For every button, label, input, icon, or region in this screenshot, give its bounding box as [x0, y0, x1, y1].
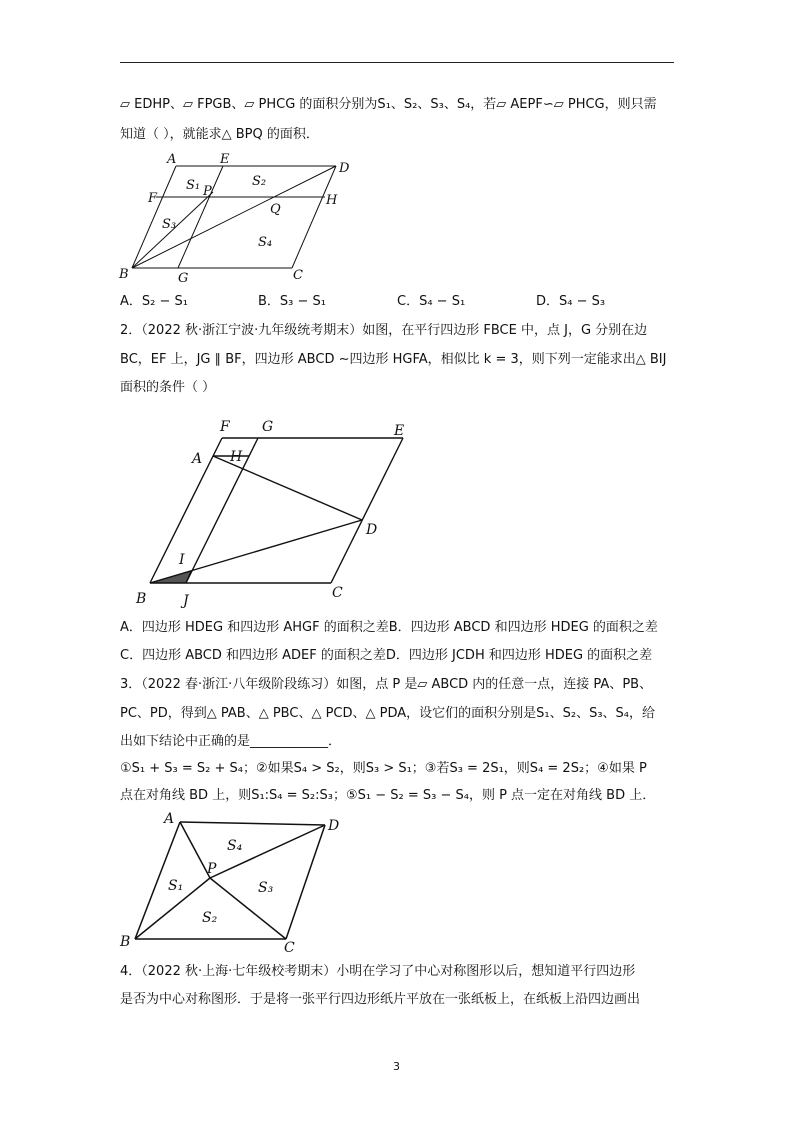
- label-A: A: [192, 451, 203, 467]
- region-S1: S₁: [168, 878, 184, 894]
- label-H: H: [230, 449, 243, 465]
- edge-FB: [150, 438, 222, 583]
- q3-figure: [110, 808, 360, 956]
- label-E: E: [394, 423, 405, 439]
- region-S2: S₂: [252, 174, 267, 189]
- q2-text-line-3: 面积的条件（ ）: [120, 380, 216, 395]
- segment-PA: [180, 822, 210, 878]
- q2-text-line-2: BC，EF 上，JG ∥ BF，四边形 ABCD ∼四边形 HGFA，相似比 k = 3，则下列一定能求出△ BIJ: [120, 352, 667, 367]
- label-D: D: [339, 161, 350, 176]
- label-B: B: [136, 591, 147, 607]
- label-D: D: [366, 522, 378, 538]
- q2-text-line-1: 2．（2022 秋·浙江宁波·九年级统考期末）如图，在平行四边形 FBCE 中，点 J，G 分别在边: [120, 323, 648, 338]
- q1-option-c: C．S₄ − S₁: [397, 294, 466, 309]
- edge-DC: [286, 825, 325, 939]
- label-B: B: [120, 934, 131, 950]
- label-F: F: [220, 419, 230, 435]
- segment-AD: [213, 456, 362, 520]
- segment-PC: [210, 878, 286, 939]
- edge-DC: [292, 166, 336, 268]
- label-P: P: [207, 861, 217, 877]
- q2-option-d: D．四边形 JCDH 和四边形 HDEG 的面积之差: [385, 648, 653, 663]
- q3-text-line-1: 3．（2022 春·浙江·八年级阶段练习）如图，点 P 是▱ ABCD 内的任意一点，连接 PA、PB、: [120, 677, 653, 692]
- page-number: 3: [393, 1060, 400, 1073]
- q2-options-ab: [120, 619, 680, 637]
- header-rule: [120, 62, 674, 63]
- q2-option-b: B．四边形 ABCD 和四边形 HDEG 的面积之差: [388, 620, 658, 635]
- label-P: P: [203, 184, 212, 199]
- region-S4: S₄: [258, 235, 273, 250]
- label-Q: Q: [270, 202, 281, 217]
- q4-text-line-2: 是否为中心对称图形．于是将一张平行四边形纸片平放在一张纸板上，在纸板上沿四边画出: [120, 992, 641, 1007]
- q1-text-line-2: 知道（ ），就能求△ BPQ 的面积．: [120, 127, 319, 142]
- q2-options-cd: [120, 647, 680, 665]
- region-S1: S₁: [186, 178, 201, 193]
- label-G: G: [178, 271, 189, 286]
- label-C: C: [332, 585, 343, 601]
- q4-text-line-1: 4．（2022 秋·上海·七年级校考期末）小明在学习了中心对称图形以后，想知道平行四边形: [120, 964, 636, 979]
- label-I: I: [179, 552, 185, 568]
- label-F: F: [148, 191, 158, 206]
- region-S3: S₃: [162, 217, 177, 232]
- q1-option-d: D．S₄ − S₃: [536, 294, 606, 309]
- label-C: C: [293, 268, 303, 283]
- label-A: A: [164, 811, 175, 827]
- q1-option-a: A．S₂ − S₁: [120, 294, 188, 309]
- edge-AD: [180, 822, 325, 825]
- label-D: D: [328, 818, 340, 834]
- q2-figure: [130, 414, 420, 612]
- label-B: B: [119, 267, 129, 282]
- q2-option-c: C．四边形 ABCD 和四边形 ADEF 的面积之差: [120, 648, 386, 663]
- edge-EC: [331, 438, 403, 583]
- q3-text-line-4: ①S₁ + S₃ = S₂ + S₄；②如果S₄ > S₂，则S₃ > S₁；③若S₃ = 2S₁，则S₄ = 2S₂；④如果 P: [120, 761, 647, 776]
- q1-text-line-1: ▱ EDHP、▱ FPGB、▱ PHCG 的面积分别为S₁、S₂、S₃、S₄，若▱ AEPF∽▱ PHCG，则只需: [120, 97, 657, 112]
- q3-text-line-5: 点在对角线 BD 上，则S₁:S₄ = S₂:S₃；⑤S₁ − S₂ = S₃ − S₄，则 P 点一定在对角线 BD 上．: [120, 788, 656, 803]
- label-G: G: [262, 419, 274, 435]
- region-S3: S₃: [258, 880, 274, 896]
- q1-option-b: B．S₃ − S₁: [258, 294, 327, 309]
- label-J: J: [183, 593, 189, 609]
- q3-text-line-2: PC、PD，得到△ PAB、△ PBC、△ PCD、△ PDA，设它们的面积分别是S₁、S₂、S₃、S₄，给: [120, 706, 656, 721]
- label-A: A: [167, 152, 177, 167]
- region-S2: S₂: [202, 910, 218, 926]
- q1-figure: [110, 148, 360, 286]
- label-H: H: [326, 193, 338, 208]
- q3-text-line-3: 出如下结论中正确的是____________．: [120, 734, 342, 749]
- q2-option-a: A．四边形 HDEG 和四边形 AHGF 的面积之差: [120, 620, 389, 635]
- label-E: E: [220, 152, 230, 167]
- label-C: C: [284, 940, 295, 956]
- segment-EG: [178, 166, 223, 268]
- region-S4: S₄: [227, 838, 243, 854]
